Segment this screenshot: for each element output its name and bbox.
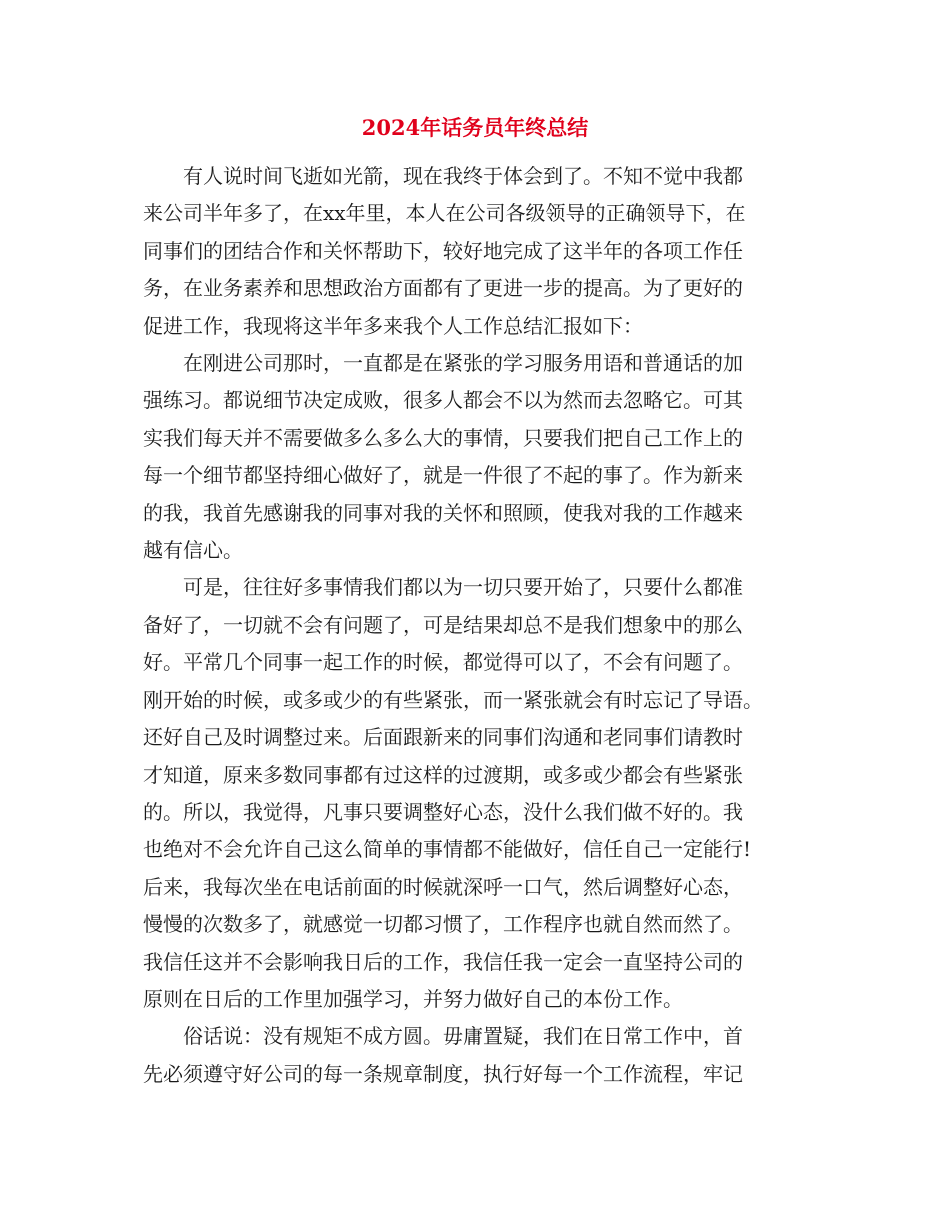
paragraph-2 <box>143 345 803 569</box>
text-line: 来公司半年多了，在xx年里，本人在公司各级领导的正确领导下，在 <box>143 201 746 226</box>
text-line: 的。所以，我觉得，凡事只要调整好心态，没什么我们做不好的。我 <box>143 799 743 824</box>
document-body <box>143 158 803 1093</box>
text-line: 我信任这并不会影响我日后的工作，我信任我一定会一直坚持公司的 <box>143 949 743 974</box>
document-title: 2024年话务员年终总结 <box>361 115 589 140</box>
paragraph-3 <box>143 569 803 1018</box>
text-line: 每一个细节都坚持细心做好了，就是一件很了不起的事了。作为新来 <box>143 463 743 488</box>
text-line: 后来，我每次坐在电话前面的时候就深呼一口气，然后调整好心态， <box>143 874 743 899</box>
text-line: 可是，往往好多事情我们都以为一切只要开始了，只要什么都准 <box>183 575 743 600</box>
text-line: 慢慢的次数多了，就感觉一切都习惯了，工作程序也就自然而然了。 <box>143 912 743 937</box>
text-line: 促进工作，我现将这半年多来我个人工作总结汇报如下： <box>143 313 643 338</box>
paragraph-1 <box>143 158 803 345</box>
text-line: 务，在业务素养和思想政治方面都有了更进一步的提高。为了更好的 <box>143 276 743 301</box>
text-line: 好。平常几个同事一起工作的时候，都觉得可以了，不会有问题了。 <box>143 650 743 675</box>
text-line: 原则在日后的工作里加强学习，并努力做好自己的本份工作。 <box>143 986 683 1011</box>
text-line: 先必须遵守好公司的每一条规章制度，执行好每一个工作流程，牢记 <box>143 1061 743 1086</box>
text-line: 备好了，一切就不会有问题了，可是结果却总不是我们想象中的那么 <box>143 612 743 637</box>
text-line: 实我们每天并不需要做多么多么大的事情，只要我们把自己工作上的 <box>143 425 743 450</box>
text-line: 刚开始的时候，或多或少的有些紧张，而一紧张就会有时忘记了导语。 <box>143 687 763 712</box>
text-line: 的我，我首先感谢我的同事对我的关怀和照顾，使我对我的工作越来 <box>143 500 743 525</box>
text-line: 才知道，原来多数同事都有过这样的过渡期，或多或少都会有些紧张 <box>143 762 743 787</box>
text-line: 越有信心。 <box>143 538 243 563</box>
text-line: 俗话说：没有规矩不成方圆。毋庸置疑，我们在日常工作中，首 <box>183 1024 743 1049</box>
text-line: 还好自己及时调整过来。后面跟新来的同事们沟通和老同事们请教时 <box>143 725 743 750</box>
text-line: 有人说时间飞逝如光箭，现在我终于体会到了。不知不觉中我都 <box>183 164 743 188</box>
text-line: 也绝对不会允许自己这么简单的事情都不能做好，信任自己一定能行! <box>143 837 752 862</box>
paragraph-4 <box>143 1018 803 1093</box>
text-line: 在刚进公司那时，一直都是在紧张的学习服务用语和普通话的加 <box>183 351 743 376</box>
text-line: 同事们的团结合作和关怀帮助下，较好地完成了这半年的各项工作任 <box>143 238 743 263</box>
text-line: 强练习。都说细节决定成败，很多人都会不以为然而去忽略它。可其 <box>143 388 743 413</box>
